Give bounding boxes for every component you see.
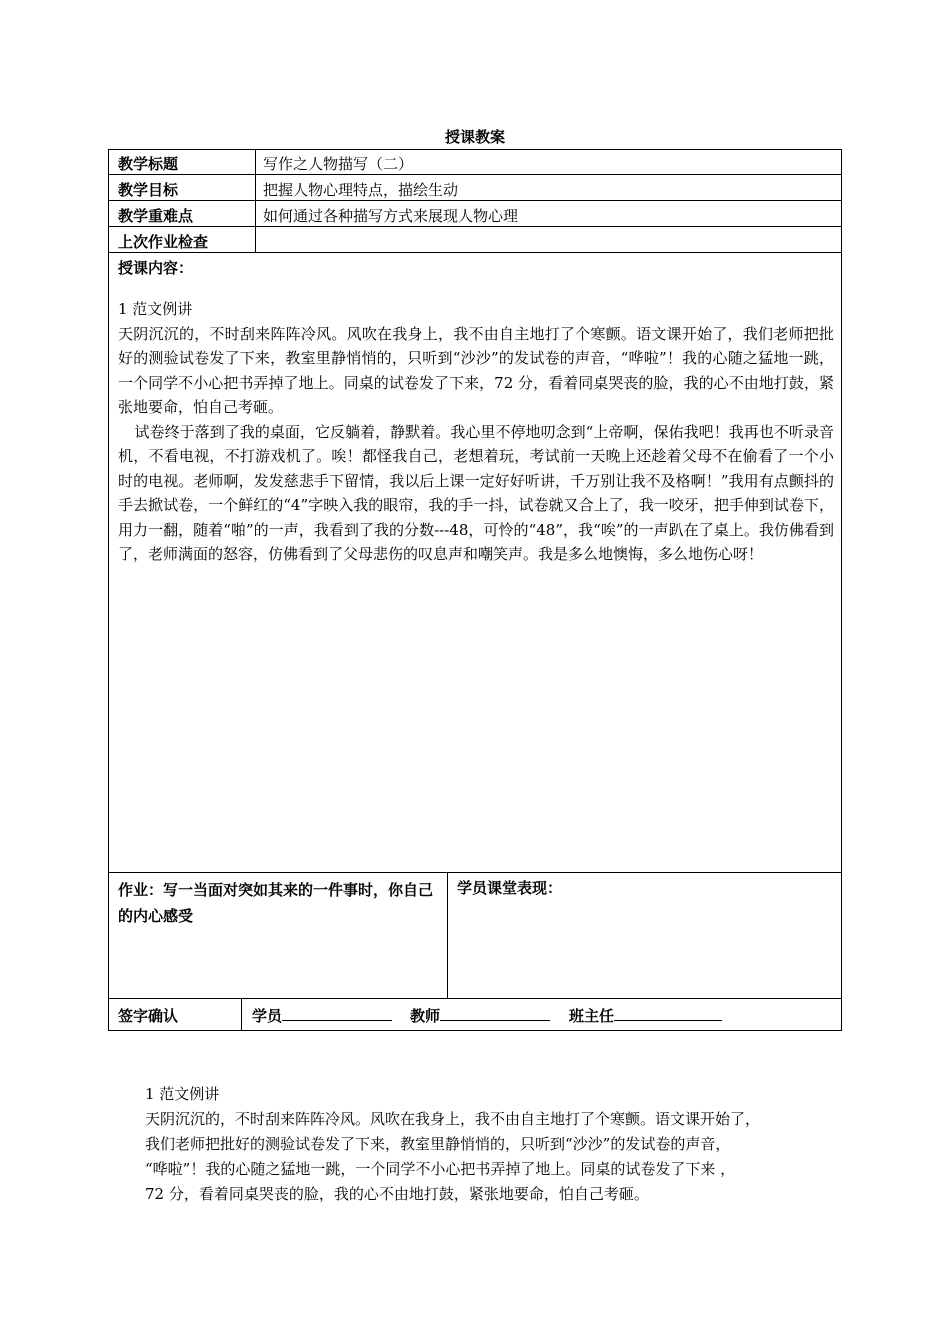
row-divider [108, 226, 842, 227]
content-paragraph-2: 试卷终于落到了我的桌面，它反躺着，静默着。我心里不停地叨念到“上帝啊，保佑我吧！我再也不听录音机，不看电视，不打游戏机了。唉！都怪我自己，老想着玩，考试前一天晚上还趁着父母不在偷看了一个小时的电视。老师啊，发发慈悲手下留情，我以后上课一定好好听讲，千万别让我不及格啊！”我用有点颤抖的手去掀试卷，一个鲜红的“4”字映入我的眼帘，我的手一抖，试卷就又合上了，我一咬牙，把手伸到试卷下，用力一翻，随着“啪”的一声，我看到了我的分数---48，可怜的“48”，我“唉”的一声趴在了桌上。我仿佛看到了，老师满面的怒容，仿佛看到了父母悲伤的叹息声和嘲笑声。我是多么地懊悔，多么地伤心呀！ [118, 422, 834, 563]
content-heading: 1 范文例讲 [118, 300, 193, 318]
row-value-difficulty: 如何通过各种描写方式来展现人物心理 [263, 207, 519, 225]
head-teacher-signature-line[interactable] [614, 1006, 722, 1021]
bottom-line: 天阴沉沉的，不时刮来阵阵冷风。风吹在我身上，我不由自主地打了个寒颤。语文课开始了， [145, 1110, 761, 1128]
content-paragraph-1: 天阴沉沉的，不时刮来阵阵冷风。风吹在我身上，我不由自主地打了个寒颤。语文课开始了，我们老师把批好的测验试卷发了下来，教室里静悄悄的，只听到“沙沙”的发试卷的声音，“哗啦”！我的心随之猛地一跳，一个同学不小心把书弄掉了地上。同桌的试卷发了下来，72 分，看着同桌哭丧的脸，我的心不由地打鼓，紧张地要命，怕自己考砸。 [118, 324, 834, 416]
bottom-line: 我们老师把批好的测验试卷发了下来，教室里静悄悄的，只听到“沙沙”的发试卷的声音， [145, 1135, 731, 1153]
column-divider [241, 998, 242, 1031]
row-divider [108, 252, 842, 253]
section-divider [108, 998, 842, 999]
bottom-heading: 1 范文例讲 [145, 1085, 220, 1103]
homework-label: 作业：写一当面对突如其来的一件事时，你自己的内心感受 [118, 881, 434, 925]
column-divider [255, 149, 256, 253]
student-label: 学员 [252, 1007, 283, 1025]
column-divider [447, 872, 448, 998]
signature-label: 签字确认 [118, 1007, 179, 1025]
row-label-difficulty: 教学重难点 [118, 207, 194, 225]
bottom-example [145, 1082, 825, 1207]
row-value-title: 写作之人物描写（二） [263, 155, 414, 173]
teacher-label: 教师 [410, 1007, 441, 1025]
section-divider [108, 872, 842, 873]
row-divider [108, 200, 842, 201]
teacher-signature [410, 1005, 550, 1026]
head-teacher-label: 班主任 [569, 1007, 615, 1025]
teacher-signature-line[interactable] [440, 1006, 550, 1021]
content-label: 授课内容： [118, 259, 194, 277]
row-label-homework-check: 上次作业检查 [118, 233, 209, 251]
student-signature [252, 1005, 392, 1026]
performance-label: 学员课堂表现： [457, 879, 563, 897]
page-title: 授课教案 [444, 128, 505, 146]
bottom-line: “哗啦”！我的心随之猛地一跳，一个同学不小心把书弄掉了地上。同桌的试卷发了下来 ， [145, 1160, 736, 1178]
student-signature-line[interactable] [282, 1006, 392, 1021]
bottom-line: 72 分，看着同桌哭丧的脸，我的心不由地打鼓，紧张地要命，怕自己考砸。 [145, 1185, 649, 1203]
row-divider [108, 174, 842, 175]
row-value-goal: 把握人物心理特点，描绘生动 [263, 181, 459, 199]
lesson-content [118, 297, 834, 567]
row-label-title: 教学标题 [118, 155, 179, 173]
row-label-goal: 教学目标 [118, 181, 179, 199]
head-teacher-signature [569, 1005, 722, 1026]
